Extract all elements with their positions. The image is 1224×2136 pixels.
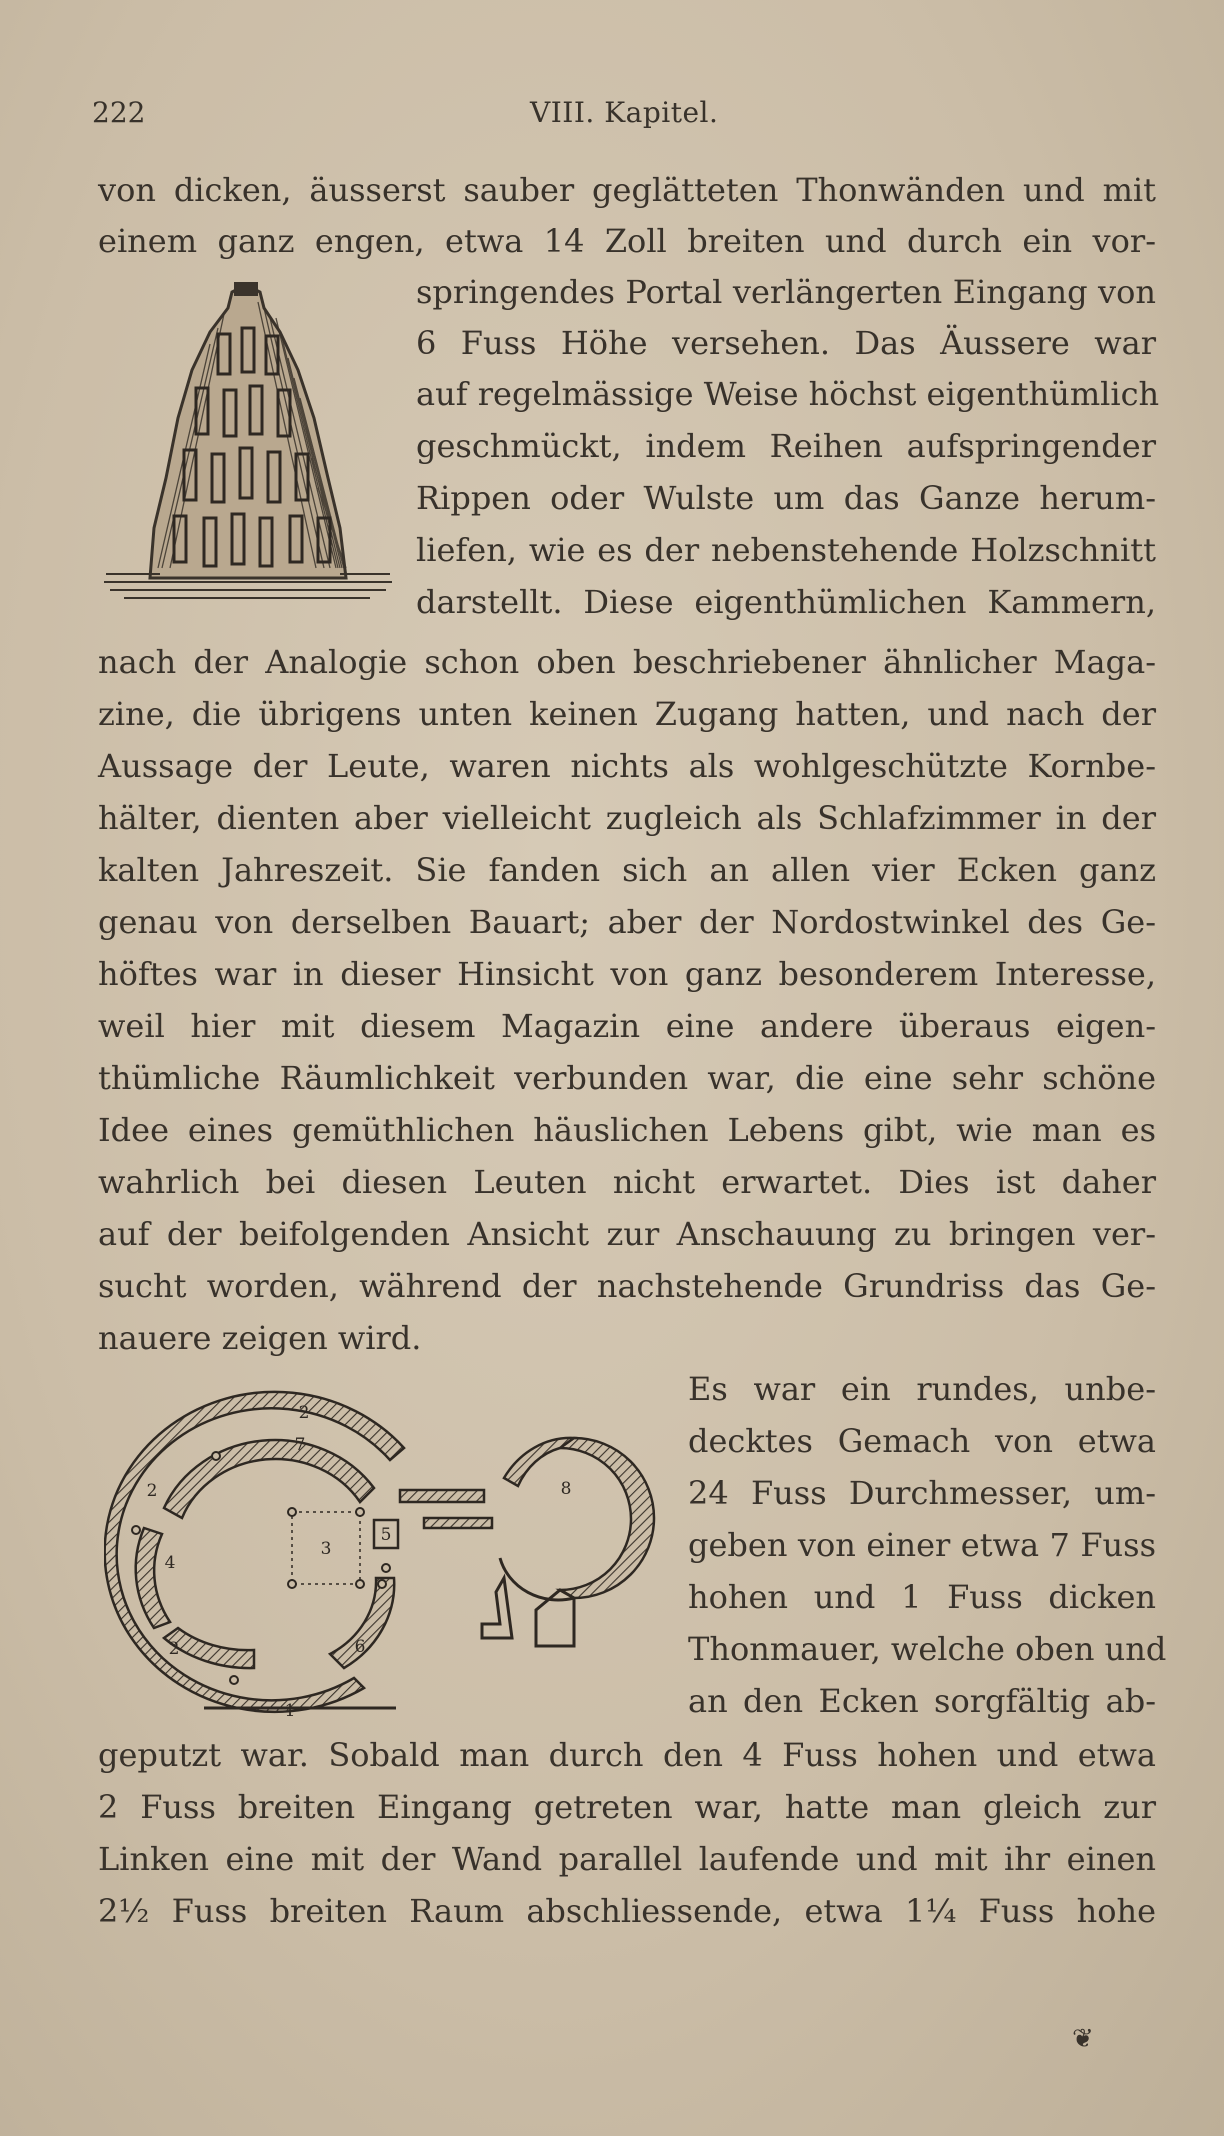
plan-label-bottom: 1 [284, 1701, 296, 1718]
text-line: weil hier mit diesem Magazin eine andere überaus eigen- [98, 1007, 1156, 1045]
text-line: thümliche Räumlichkeit verbunden war, die eine sehr schöne [98, 1059, 1156, 1097]
plan-label-left: 2 [146, 1481, 158, 1501]
text-line: Linken eine mit der Wand parallel laufende und mit ihr einen [98, 1840, 1156, 1878]
text-line: höftes war in dieser Hinsicht von ganz besonderem Interesse, [98, 955, 1156, 993]
text-line: geschmückt, indem Reihen aufspringender [416, 427, 1156, 465]
ornament-mark: ❦ [1072, 2024, 1094, 2054]
plan-label-west: 4 [164, 1553, 176, 1573]
text-line: hälter, dienten aber vielleicht zugleich als Schlafzimmer in der [98, 799, 1156, 837]
text-line: 2½ Fuss breiten Raum abschliessende, etwa 1¼ Fuss hohe [98, 1892, 1156, 1930]
text-line: liefen, wie es der nebenstehende Holzschnitt [416, 531, 1156, 569]
text-line: Rippen oder Wulste um das Ganze herum- [416, 479, 1156, 517]
plan-label-room: 8 [560, 1479, 572, 1499]
floor-plan-woodcut [104, 1378, 674, 1718]
text-line: springendes Portal verlängerten Eingang von [416, 273, 1156, 311]
plan-label-top: 2 [298, 1403, 310, 1423]
text-line: nach der Analogie schon oben beschriebener ähnlicher Maga- [98, 643, 1156, 681]
text-line: auf der beifolgenden Ansicht zur Anschauung zu bringen ver- [98, 1215, 1156, 1253]
text-line: 2 Fuss breiten Eingang getreten war, hatte man gleich zur [98, 1788, 1156, 1826]
text-line: sucht worden, während der nachstehende Grundriss das Ge- [98, 1267, 1156, 1305]
plan-label-center: 3 [320, 1539, 332, 1559]
text-line: wahrlich bei diesen Leuten nicht erwartet. Dies ist daher [98, 1163, 1156, 1201]
text-line: genau von derselben Bauart; aber der Nordostwinkel des Ge- [98, 903, 1156, 941]
text-line: Es war ein rundes, unbe- [688, 1370, 1156, 1408]
plan-label-lower-left: 2 [168, 1639, 180, 1659]
granary-woodcut [100, 278, 396, 620]
plan-label-southeast: 6 [354, 1637, 366, 1657]
running-header [92, 96, 1092, 136]
chapter-title: VIII. Kapitel. [530, 96, 719, 129]
text-line: einem ganz engen, etwa 14 Zoll breiten und durch ein vor- [98, 222, 1156, 260]
text-line: auf regelmässige Weise höchst eigenthümlich [416, 375, 1160, 413]
plan-label-east: 5 [380, 1525, 392, 1545]
text-line: decktes Gemach von etwa [688, 1422, 1156, 1460]
plan-label-northwest: 7 [294, 1435, 306, 1455]
text-line: darstellt. Diese eigenthümlichen Kammern, [416, 583, 1156, 621]
page-number: 222 [92, 96, 146, 129]
text-line: geben von einer etwa 7 Fuss [688, 1526, 1156, 1564]
text-line: von dicken, äusserst sauber geglätteten Thonwänden und mit [98, 171, 1156, 209]
text-line: hohen und 1 Fuss dicken [688, 1578, 1156, 1616]
text-line: kalten Jahreszeit. Sie fanden sich an allen vier Ecken ganz [98, 851, 1156, 889]
text-line: 24 Fuss Durchmesser, um- [688, 1474, 1156, 1512]
text-line: nauere zeigen wird. [98, 1319, 422, 1357]
text-line: Thonmauer, welche oben und [688, 1630, 1167, 1668]
text-line: 6 Fuss Höhe versehen. Das Äussere war [416, 324, 1156, 362]
text-line: Idee eines gemüthlichen häuslichen Lebens gibt, wie man es [98, 1111, 1156, 1149]
text-line: geputzt war. Sobald man durch den 4 Fuss hohen und etwa [98, 1736, 1156, 1774]
text-line: an den Ecken sorgfältig ab- [688, 1682, 1156, 1720]
text-line: Aussage der Leute, waren nichts als wohlgeschützte Kornbe- [98, 747, 1156, 785]
text-line: zine, die übrigens unten keinen Zugang hatten, und nach der [98, 695, 1156, 733]
